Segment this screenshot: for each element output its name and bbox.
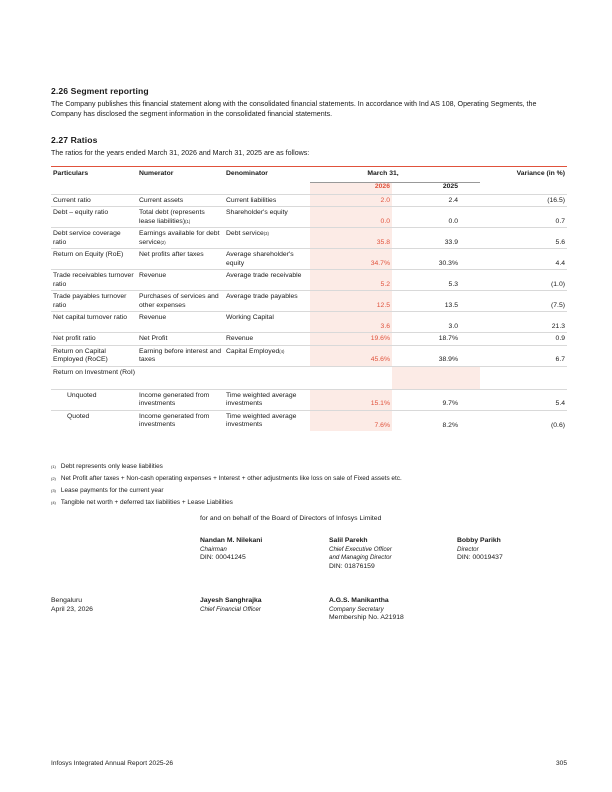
footer-report-name: Infosys Integrated Annual Report 2025-26 — [51, 760, 174, 767]
signatory-name: Jayesh Sanghrajka — [200, 597, 262, 604]
header-numerator: Numerator — [137, 167, 224, 183]
header-denominator: Denominator — [224, 167, 310, 183]
cell-2026 — [310, 270, 392, 291]
cell-variance — [480, 249, 567, 270]
cell-2025 — [392, 291, 480, 312]
cell-denominator — [224, 228, 310, 249]
cell-numerator-text: Total debt (represents lease liabilities) — [139, 209, 205, 225]
cell-2026 — [310, 228, 392, 249]
header-march: March 31, — [310, 167, 480, 183]
cell-denominator-text: Average trade receivable — [226, 272, 302, 280]
signatory-parikh — [457, 537, 503, 563]
cell-2025-text: 8.2% — [442, 421, 458, 429]
cell-denominator-text: Shareholder's equity — [226, 209, 288, 217]
signatory-name: Nandan M. Nilekani — [200, 537, 263, 544]
cell-variance-text: 6.7 — [555, 356, 565, 364]
cell-2026-text: 3.6 — [380, 323, 390, 330]
cell-2025 — [392, 345, 480, 366]
cell-particulars — [51, 312, 137, 333]
cell-variance — [480, 389, 567, 410]
cell-2025-text: 3.0 — [448, 323, 458, 330]
cell-denominator-text: Time weighted average investments — [226, 391, 297, 408]
signatory-title: Company Secretary — [329, 605, 384, 613]
cell-variance — [480, 228, 567, 249]
footnote-text: Debt represents only lease liabilities — [60, 463, 163, 470]
section-2-26-text: The Company publishes this financial statement along with the consolidated financial statements. In accordance with Ind AS 108, Operating Segments, the Company has disclosed the segment information in the consolidated financial statements. — [51, 100, 537, 119]
cell-particulars — [51, 333, 137, 345]
cell-numerator-text: Current assets — [139, 197, 184, 204]
cell-2025 — [392, 228, 480, 249]
cell-2026 — [310, 195, 392, 207]
cell-particulars — [51, 345, 137, 366]
cell-numerator — [137, 228, 224, 249]
cell-variance-text: 0.9 — [555, 335, 565, 343]
cell-2026-text: 15.1% — [370, 400, 390, 408]
cell-numerator — [137, 312, 224, 333]
footnote-ref: (4) — [279, 348, 285, 354]
table-row — [51, 207, 567, 228]
footnote — [51, 499, 233, 507]
signatory-membership: Membership No. A21918 — [329, 614, 404, 622]
cell-2026 — [310, 389, 392, 410]
signatory-title: Chief Financial Officer — [200, 605, 261, 613]
cell-2025-text: 13.5 — [444, 302, 458, 309]
cell-2025-text: 9.7% — [442, 400, 458, 408]
cell-2025 — [392, 333, 480, 345]
cell-denominator — [224, 333, 310, 345]
board-statement: for and on behalf of the Board of Directors of Infosys Limited — [200, 515, 382, 522]
cell-2025 — [392, 270, 480, 291]
cell-particulars — [51, 389, 137, 410]
cell-2026 — [310, 333, 392, 345]
cell-numerator-text: Net profits after taxes — [139, 251, 204, 259]
ratios-table — [51, 166, 567, 431]
signatory-name: Bobby Parikh — [457, 537, 501, 544]
cell-particulars — [51, 195, 137, 207]
cell-variance — [480, 312, 567, 333]
cell-2026-text: 7.6% — [374, 421, 390, 429]
cell-particulars-text: Return on Equity (RoE) — [53, 251, 124, 259]
section-2-26-title: 2.26 Segment reporting — [51, 86, 149, 96]
footnote-ref: (2) — [160, 239, 166, 245]
cell-numerator — [137, 195, 224, 207]
cell-particulars — [51, 410, 137, 431]
cell-2025-text: 5.3 — [448, 281, 458, 288]
cell-numerator — [137, 207, 224, 228]
cell-particulars-text: Trade payables turnover ratio — [53, 293, 127, 309]
cell-variance-text: (16.5) — [547, 197, 565, 204]
cell-denominator-text: Revenue — [226, 335, 254, 343]
cell-variance — [480, 207, 567, 228]
cell-2026 — [310, 345, 392, 366]
cell-particulars-text: Current ratio — [53, 197, 91, 204]
cell-2026 — [310, 312, 392, 333]
signatory-title: Chief Executive Officer — [329, 545, 392, 553]
cell-particulars — [51, 249, 137, 270]
table-row — [51, 410, 567, 431]
table-row — [51, 312, 567, 333]
cell-2025 — [392, 389, 480, 410]
cell-numerator-text: Net Profit — [139, 335, 168, 343]
cell-variance — [480, 270, 567, 291]
header-2026: 2026 — [310, 183, 392, 195]
footnote — [51, 487, 164, 495]
table-row — [51, 291, 567, 312]
cell-particulars-text: Return on Capital Employed (RoCE) — [53, 347, 108, 364]
cell-particulars-text: Net profit ratio — [53, 335, 96, 343]
cell-denominator-text: Working Capital — [226, 314, 274, 322]
cell-2025 — [392, 249, 480, 270]
cell-denominator — [224, 195, 310, 207]
cell-numerator-text: Income generated from investments — [139, 391, 210, 408]
table-row-roi-label — [51, 366, 567, 389]
cell-2026-text: 5.2 — [380, 281, 390, 288]
cell-2026-text: 34.7% — [370, 260, 390, 267]
footnote-mark: (4) — [51, 500, 56, 505]
table-row — [51, 249, 567, 270]
section-2-27-text: The ratios for the years ended March 31, 2026 and March 31, 2025 are as follows: — [51, 149, 310, 157]
cell-2025-text: 2.4 — [448, 197, 458, 204]
cell-variance — [480, 333, 567, 345]
cell-particulars — [51, 228, 137, 249]
signatory-din: DIN: 00019437 — [457, 554, 503, 562]
signatory-manikantha — [329, 597, 404, 623]
cell-denominator — [224, 410, 310, 431]
footnote-text: Lease payments for the current year — [60, 487, 164, 494]
cell-2025 — [392, 410, 480, 431]
cell-variance — [480, 345, 567, 366]
cell-numerator-text: Purchases of services and other expenses — [139, 293, 219, 309]
cell-2026 — [310, 207, 392, 228]
cell-numerator — [137, 291, 224, 312]
place: Bengaluru — [51, 597, 82, 604]
signatory-nilekani — [200, 537, 262, 563]
signatory-title-2: and Managing Director — [329, 554, 392, 562]
cell-variance-text: 0.7 — [555, 218, 565, 225]
cell-particulars-text: Trade receivables turnover ratio — [53, 272, 134, 288]
cell-2026 — [310, 249, 392, 270]
footer-page-number: 305 — [555, 760, 567, 767]
cell-numerator — [137, 410, 224, 431]
cell-roi-label: Return on Investment (RoI) — [51, 366, 137, 389]
cell-particulars-text: Quoted — [67, 412, 90, 420]
header-particulars: Particulars — [51, 167, 137, 183]
table-row — [51, 195, 567, 207]
cell-denominator — [224, 312, 310, 333]
footnote-ref: (1) — [185, 218, 191, 224]
cell-variance-text: 5.4 — [555, 400, 565, 408]
cell-2026 — [310, 410, 392, 431]
cell-2025-text: 33.9 — [444, 239, 458, 246]
cell-denominator — [224, 389, 310, 410]
cell-particulars-text: Net capital turnover ratio — [53, 314, 128, 322]
signatory-din: DIN: 01876159 — [329, 562, 375, 570]
table-row — [51, 389, 567, 410]
cell-denominator — [224, 207, 310, 228]
cell-denominator — [224, 291, 310, 312]
cell-2026-text: 2.0 — [380, 197, 390, 204]
cell-denominator — [224, 249, 310, 270]
table-row — [51, 333, 567, 345]
cell-denominator-text: Capital Employed — [226, 347, 280, 355]
footnote-mark: (2) — [51, 476, 56, 481]
table-row — [51, 270, 567, 291]
place-date — [51, 597, 93, 614]
cell-numerator-text: Income generated from investments — [139, 412, 210, 429]
cell-denominator — [224, 270, 310, 291]
cell-particulars — [51, 270, 137, 291]
cell-variance — [480, 410, 567, 431]
header-2025: 2025 — [442, 183, 458, 190]
cell-particulars-text: Debt – equity ratio — [53, 209, 109, 217]
footnote-text: Tangible net worth + deferred tax liabilities + Lease Liabilities — [60, 499, 233, 506]
cell-numerator — [137, 333, 224, 345]
cell-2025-text: 0.0 — [448, 218, 458, 225]
table-row — [51, 228, 567, 249]
cell-2025-text: 18.7% — [438, 335, 458, 343]
cell-numerator — [137, 270, 224, 291]
footnote-mark: (3) — [51, 488, 56, 493]
footnote — [51, 475, 402, 483]
cell-2025 — [392, 312, 480, 333]
cell-variance-text: (0.6) — [551, 421, 565, 429]
signatory-parekh — [329, 537, 392, 571]
cell-numerator-text: Revenue — [139, 314, 167, 322]
cell-numerator — [137, 345, 224, 366]
date: April 23, 2026 — [51, 605, 93, 613]
signatory-title: Chairman — [200, 545, 227, 553]
cell-denominator-text: Debt service — [226, 230, 264, 238]
cell-2025 — [392, 195, 480, 207]
table-row — [51, 345, 567, 366]
cell-2026 — [310, 291, 392, 312]
cell-variance — [480, 195, 567, 207]
cell-variance-text: (1.0) — [551, 281, 565, 288]
signatory-sanghrajka — [200, 597, 262, 614]
cell-denominator-text: Average shareholder's equity — [226, 251, 294, 267]
cell-2026-text: 19.6% — [370, 335, 390, 343]
cell-numerator-text: Revenue — [139, 272, 167, 280]
signatory-title: Director — [457, 545, 479, 553]
cell-numerator — [137, 389, 224, 410]
cell-2026-text: 35.8 — [376, 239, 390, 246]
cell-variance-text: (7.5) — [551, 302, 565, 309]
footnote-ref: (3) — [263, 231, 269, 237]
cell-denominator-text: Time weighted average investments — [226, 412, 297, 429]
cell-variance-text: 4.4 — [555, 260, 565, 267]
cell-denominator-text: Average trade payables — [226, 293, 298, 301]
cell-2025-text: 30.3% — [438, 260, 458, 267]
cell-numerator-text: Earning before interest and taxes — [139, 347, 221, 364]
cell-2025-text: 38.9% — [438, 356, 458, 364]
footnote-mark: (1) — [51, 464, 56, 469]
header-variance: Variance (in %) — [480, 167, 567, 183]
cell-denominator — [224, 345, 310, 366]
footnote-text: Net Profit after taxes + Non-cash operating expenses + Interest + other adjustments like loss on sale of Fixed assets etc. — [60, 475, 402, 482]
cell-particulars-text: Unquoted — [67, 391, 97, 399]
signatory-name: Salil Parekh — [329, 537, 368, 544]
signatory-name: A.G.S. Manikantha — [329, 597, 389, 604]
cell-particulars — [51, 207, 137, 228]
cell-particulars-text: Debt service coverage ratio — [53, 230, 121, 246]
cell-2026-text: 45.6% — [370, 356, 390, 364]
cell-2025 — [392, 207, 480, 228]
cell-variance — [480, 291, 567, 312]
cell-2026-text: 12.5 — [376, 302, 390, 309]
cell-denominator-text: Current liabilities — [226, 197, 277, 204]
cell-variance-text: 21.3 — [551, 323, 565, 330]
footnote — [51, 463, 163, 471]
signatory-din: DIN: 00041245 — [200, 554, 246, 562]
section-2-27-title: 2.27 Ratios — [51, 135, 98, 145]
cell-particulars — [51, 291, 137, 312]
cell-numerator-text: Earnings available for debt service — [139, 230, 220, 246]
cell-variance-text: 5.6 — [555, 239, 565, 246]
cell-2026-text: 0.0 — [380, 218, 390, 225]
cell-numerator — [137, 249, 224, 270]
